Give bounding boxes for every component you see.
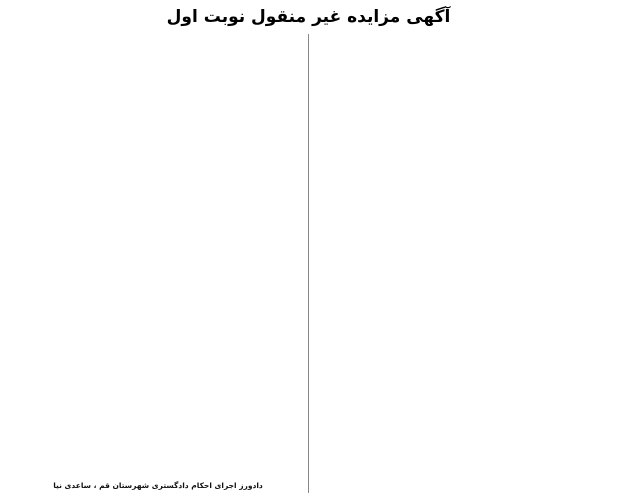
notice-columns <box>8 34 609 493</box>
notice-signoff: دادورز اجرای احکام دادگستری شهرستان قم ، ساعدی نیا <box>53 481 263 490</box>
notice-title: آگهی مزایده غیر منقول نوبت اول <box>166 7 451 27</box>
auction-notice <box>8 4 609 493</box>
left-column <box>8 34 308 493</box>
right-column <box>309 34 609 493</box>
